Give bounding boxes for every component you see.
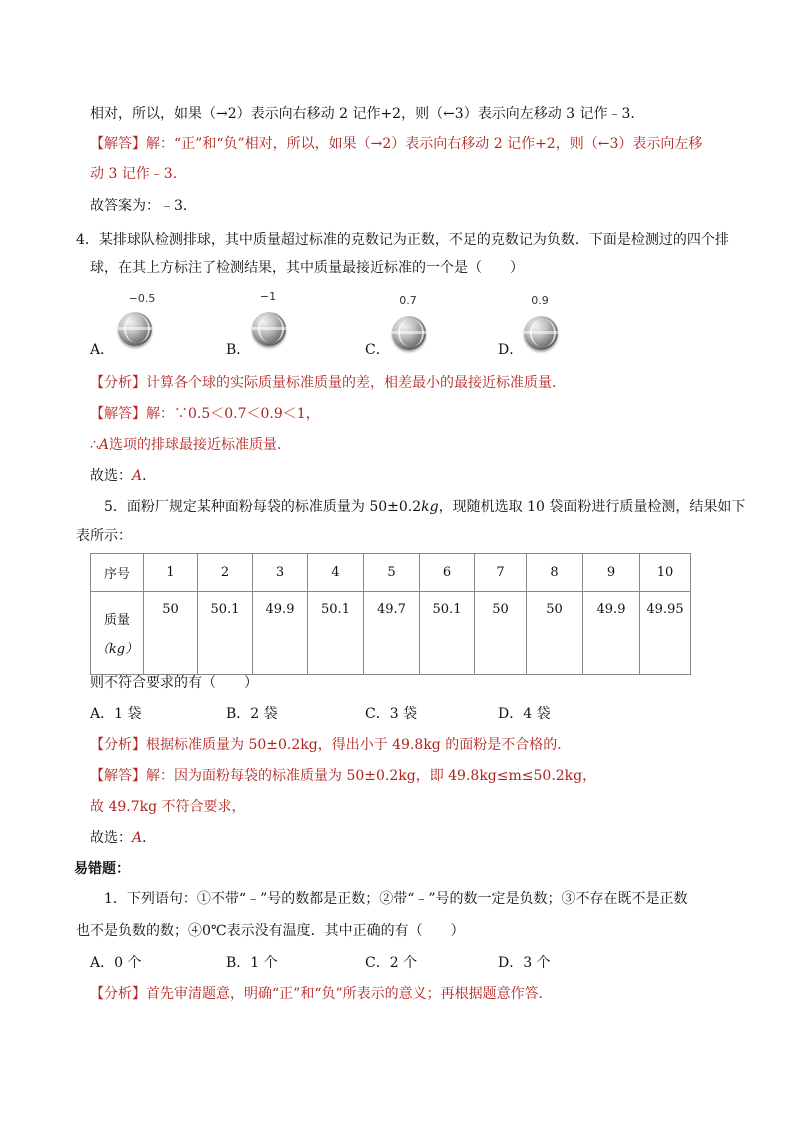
volleyball-icon <box>392 316 426 350</box>
e1-stem-line-1: 1．下列语句：①不带“﹣”号的数都是正数；②带“﹣”号的数一定是负数；③不存在既不是正数 <box>104 891 688 907</box>
table-header-mass <box>91 592 144 675</box>
table-cell: 2 <box>198 554 253 592</box>
table-cell: 10 <box>640 554 691 592</box>
e1-analysis <box>90 984 553 1004</box>
table-cell: 8 <box>527 554 583 592</box>
volleyball-icon <box>252 312 286 346</box>
ball-a-value: −0.5 <box>128 292 156 305</box>
choose-letter: A <box>132 830 143 846</box>
ball-b-value: −1 <box>259 290 277 303</box>
choose-letter: A <box>132 468 143 484</box>
answer-text: 解：“正”和“负”相对，所以，如果（→2）表示向右移动 2 记作+2，则（←3）表示向左移 <box>146 136 703 152</box>
q4-stem-line-2: 球，在其上方标注了检测结果，其中质量最接近标准的一个是（ ） <box>90 260 524 276</box>
choose-prefix: 故选： <box>90 830 132 846</box>
q4-ball-a <box>112 292 172 362</box>
stem-part-1: 5．面粉厂规定某种面粉每袋的标准质量为 50±0.2 <box>104 499 422 515</box>
q5-option-a: A．1 袋 <box>90 706 142 722</box>
table-cell: 49.95 <box>640 592 691 675</box>
therefore-symbol: ∴ <box>90 437 99 453</box>
e1-stem-line-2: 也不是负数的数；④0℃表示没有温度．其中正确的有（ ） <box>76 923 465 939</box>
table-cell: 49.9 <box>253 592 308 675</box>
q5-reason: 故 49.7kg 不符合要求， <box>90 799 246 815</box>
prev-final-answer: 故答案为：﹣3． <box>90 198 197 214</box>
section-title: 易错题： <box>74 861 130 877</box>
q5-question: 则不符合要求的有（ ） <box>90 675 258 691</box>
q4-choose <box>90 466 156 486</box>
answer-text: 解：∵0.5＜0.7＜0.9＜1， <box>146 406 320 422</box>
ball-d-value: 0.9 <box>531 294 549 307</box>
analysis-text: 首先审清题意，明确“正”和“负”所表示的意义；再根据题意作答． <box>146 986 553 1002</box>
e1-option-b: B．1 个 <box>226 955 278 971</box>
q5-stem-line-2: 表所示： <box>76 528 132 544</box>
table-cell: 50.1 <box>420 592 475 675</box>
q5-answer <box>90 766 596 786</box>
e1-option-c: C．2 个 <box>365 955 418 971</box>
analysis-text: 计算各个球的实际质量标准质量的差，相差最小的最接近标准质量． <box>146 375 566 391</box>
analysis-tag: 【分析】 <box>90 737 146 753</box>
q5-stem-line-1 <box>104 497 745 517</box>
q4-stem-line-1: 4．某排球队检测排球，其中质量超过标准的克数记为正数，不足的克数记为负数．下面是检测过的四个排 <box>76 232 729 248</box>
table-row-mass <box>91 592 691 675</box>
ball-c-value: 0.7 <box>399 294 417 307</box>
conclusion-rest: 选项的排球最接近标准质量． <box>109 437 292 453</box>
prev-answer-line-2: 动 3 记作﹣3． <box>90 166 187 182</box>
q4-conclusion <box>90 435 291 455</box>
table-cell: 49.7 <box>364 592 420 675</box>
answer-tag: 【解答】 <box>90 136 146 152</box>
q4-option-d: D． <box>498 342 524 358</box>
q4-option-c: C． <box>365 342 390 358</box>
table-cell: 50 <box>475 592 527 675</box>
table-row-index <box>91 554 691 592</box>
prev-line-1: 相对，所以，如果（→2）表示向右移动 2 记作+2，则（←3）表示向左移动 3 记作﹣3． <box>90 106 645 122</box>
q5-analysis <box>90 735 571 755</box>
analysis-tag: 【分析】 <box>90 986 146 1002</box>
q5-option-b: B．2 袋 <box>226 706 278 722</box>
table-cell: 1 <box>144 554 198 592</box>
mass-unit: （kg） <box>95 642 139 657</box>
table-cell: 3 <box>253 554 308 592</box>
analysis-text: 根据标准质量为 50±0.2kg，得出小于 49.8kg 的面粉是不合格的． <box>146 737 572 753</box>
table-cell: 50 <box>527 592 583 675</box>
answer-text: 解：因为面粉每袋的标准质量为 50±0.2kg，即 49.8kg≤m≤50.2kg， <box>146 768 597 784</box>
q4-analysis <box>90 373 566 393</box>
choose-prefix: 故选： <box>90 468 132 484</box>
table-cell: 50 <box>144 592 198 675</box>
table-cell: 50.1 <box>308 592 364 675</box>
q4-option-a: A． <box>90 342 115 358</box>
e1-option-d: D．3 个 <box>498 955 551 971</box>
table-cell: 50.1 <box>198 592 253 675</box>
q4-option-b: B． <box>226 342 251 358</box>
stem-part-2: ，现随机选取 10 袋面粉进行质量检测，结果如下 <box>438 499 746 515</box>
e1-option-a: A．0 个 <box>90 955 142 971</box>
answer-tag: 【解答】 <box>90 406 146 422</box>
table-cell: 49.9 <box>583 592 640 675</box>
q5-option-d: D．4 袋 <box>498 706 551 722</box>
q5-choose <box>90 828 156 848</box>
table-cell: 4 <box>308 554 364 592</box>
volleyball-icon <box>524 316 558 350</box>
q5-option-c: C．3 袋 <box>365 706 418 722</box>
stem-unit: kg <box>421 499 439 515</box>
choose-suffix: ． <box>142 830 157 846</box>
q5-mass-table <box>90 553 691 675</box>
q4-answer <box>90 404 320 424</box>
table-header-index: 序号 <box>91 554 144 592</box>
table-cell: 6 <box>420 554 475 592</box>
conclusion-letter: A <box>98 437 110 453</box>
table-cell: 7 <box>475 554 527 592</box>
prev-answer-line-1 <box>90 134 702 154</box>
choose-suffix: ． <box>142 468 157 484</box>
volleyball-icon <box>118 312 152 346</box>
analysis-tag: 【分析】 <box>90 375 146 391</box>
mass-label: 质量 <box>103 613 130 628</box>
table-cell: 5 <box>364 554 420 592</box>
answer-tag: 【解答】 <box>90 768 146 784</box>
table-cell: 9 <box>583 554 640 592</box>
